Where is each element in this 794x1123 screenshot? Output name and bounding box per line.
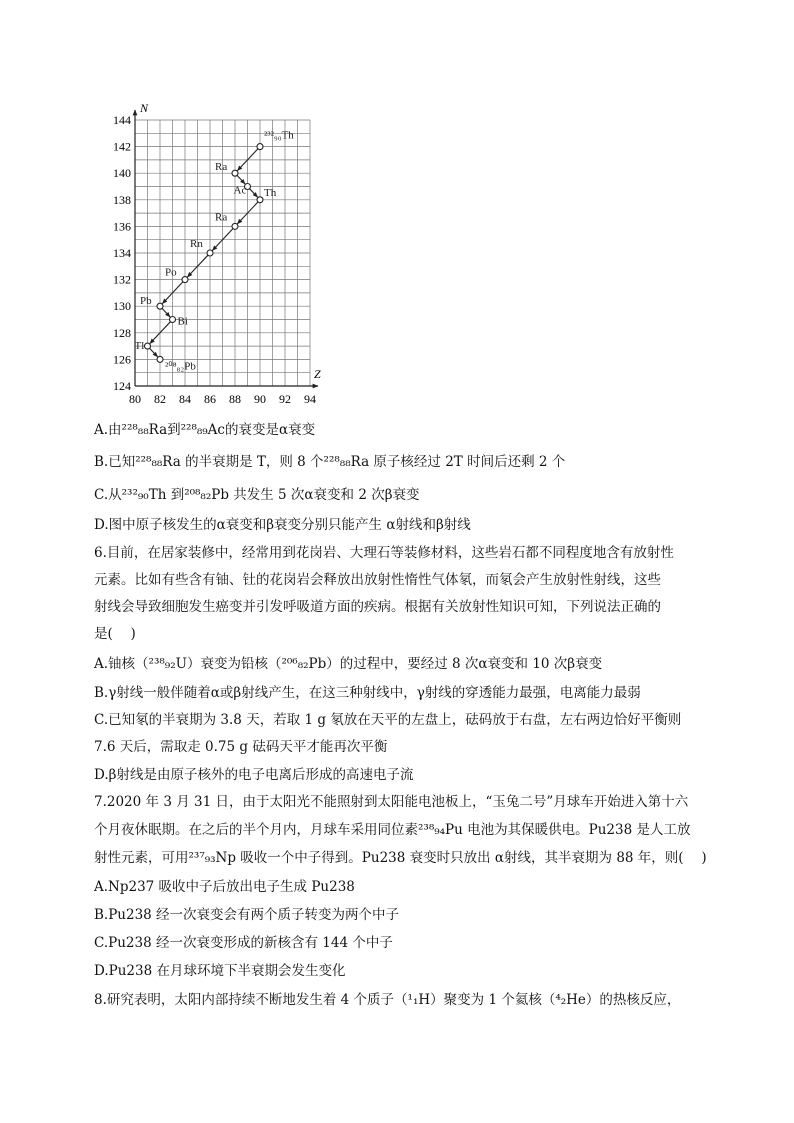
nuclide-point [257,144,263,150]
option-a-q7: A.Np237 吸收中子后放出电子生成 Pu238 [94,879,355,895]
y-tick-label: 126 [113,352,131,367]
nuclide-point [145,343,151,349]
x-tick-label: 86 [204,392,216,406]
question-6-line-4: 是( ) [94,626,136,642]
y-tick-label: 130 [113,299,131,314]
nuclide-label: Bi [177,315,188,328]
nuclide-point [157,356,163,362]
option-a-q5: A.由²²⁸₈₈Ra到²²⁸₈₉Ac的衰变是α衰变 [94,422,316,438]
nuclide-point [182,277,188,283]
question-7-line-3: 射性元素，可用²³⁷₉₃Np 吸收一个中子得到。Pu238 衰变时只放出 α射线，其半衰期为 88 年，则( ) [94,850,707,866]
y-tick-label: 134 [113,246,131,260]
nuclide-label: Tl [134,340,145,353]
y-tick-label: 128 [113,325,131,340]
option-b-q5: B.已知²²⁸₈₈Ra 的半衰期是 T，则 8 个²²⁸₈₈Ra 原子核经过 2T 时间后还剩 2 个 [94,454,566,470]
nuclide-label: Ac [233,184,247,197]
question-6-line-1: 6.目前，在居家装修中，经常用到花岗岩、大理石等装修材料，这些岩石都不同程度地含有放射性 [94,545,674,561]
option-d-q6: D.β射线是由原子核外的电子电离后形成的高速电子流 [94,767,414,783]
nuclide-label: Po [165,266,177,279]
x-tick-label: 80 [129,392,141,406]
x-tick-label: 94 [304,392,316,406]
y-tick-label: 138 [113,192,131,207]
question-6-line-2: 元素。比如有些含有铀、钍的花岗岩会释放出放射性惰性气体氡，而氡会产生放射性射线，这些 [94,572,661,588]
nuclide-label: ²³²₉₀Th [264,129,294,142]
decay-arrow [162,308,170,317]
x-tick-label: 82 [154,392,166,406]
nuclide-point [207,250,213,256]
x-tick-label: 84 [179,392,191,406]
y-tick-label: 142 [113,139,131,154]
x-tick-label: 90 [254,392,266,406]
nuclide-label: Ra [215,211,228,224]
y-tick-label: 144 [113,113,131,127]
option-c-q6-line-1: C.已知氡的半衰期为 3.8 天，若取 1 g 氡放在天平的左盘上，砝码放于右盘，左右两边恰好平衡则 [94,712,682,728]
decay-arrow [250,189,258,198]
x-tick-label: 88 [229,392,241,406]
option-a-q6: A.铀核（²³⁸₉₂U）衰变为铅核（²⁰⁶₈₂Pb）的过程中，要经过 8 次α衰变和 10 次β衰变 [94,656,603,672]
option-c-q7: C.Pu238 经一次衰变形成的新核含有 144 个中子 [94,935,393,951]
question-7-line-2: 个月夜休眠期。在之后的半个月内，月球车采用同位素²³⁸₉₄Pu 电池为其保暖供电。Pu238 是人工放 [94,822,691,838]
nuclide-point [232,170,238,176]
nuclide-point [170,317,176,323]
decay-chart [100,92,330,412]
nuclide-label: ²⁰⁸₈₂Pb [165,360,196,373]
nuclide-label: Th [264,186,277,199]
question-7-line-1: 7.2020 年 3 月 31 日，由于太阳光不能照射到太阳能电池板上，“玉兔二号”月球车开始进入第十六 [94,794,689,810]
decay-arrow [150,348,158,357]
option-b-q6: B.γ射线一般伴随着α或β射线产生，在这三种射线中，γ射线的穿透能力最强，电离能力最弱 [94,685,641,701]
question-6-line-3: 射线会导致细胞发生癌变并引发呼吸道方面的疾病。根据有关放射性知识可知，下列说法正确的 [94,599,661,615]
nuclide-label: Rn [190,238,203,250]
y-tick-label: 140 [113,166,131,181]
nuclide-point [257,197,263,203]
x-tick-label: 92 [279,392,291,406]
y-axis-label: N [140,101,149,115]
option-b-q7: B.Pu238 经一次衰变会有两个质子转变为两个中子 [94,907,400,923]
option-c-q5: C.从²³²₉₀Th 到²⁰⁸₈₂Pb 共发生 5 次α衰变和 2 次β衰变 [94,487,420,503]
decay-arrow [237,175,245,184]
x-axis-label: Z [314,367,321,381]
y-tick-label: 132 [113,272,131,287]
y-tick-label: 124 [113,379,131,393]
nuclide-label: Ra [215,161,228,174]
option-d-q5: D.图中原子核发生的α衰变和β衰变分别只能产生 α射线和β射线 [94,517,471,533]
option-c-q6-line-2: 7.6 天后，需取走 0.75 g 砝码天平才能再次平衡 [94,739,388,755]
y-tick-label: 136 [113,219,131,234]
nuclide-point [157,303,163,309]
option-d-q7: D.Pu238 在月球环境下半衰期会发生变化 [94,963,346,979]
question-8-line-1: 8.研究表明，太阳内部持续不断地发生着 4 个质子（¹₁H）聚变为 1 个氦核（⁴₂He）的热核反应， [94,992,681,1008]
nuclide-point [232,223,238,229]
nuclide-label: Pb [140,295,152,308]
